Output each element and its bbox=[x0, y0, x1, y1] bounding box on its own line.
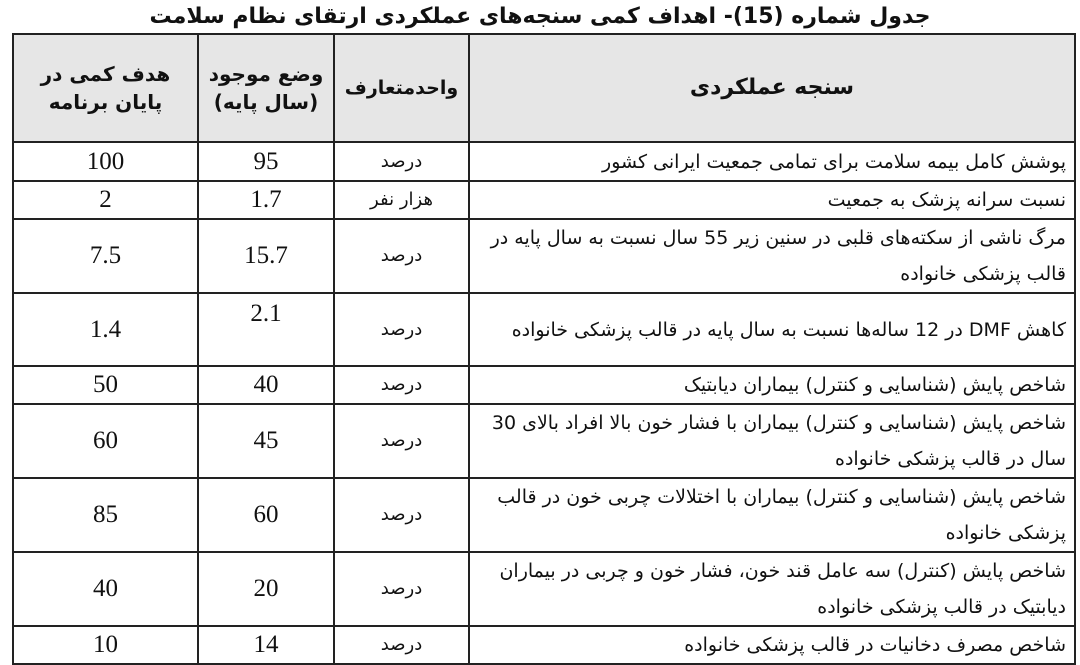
baseline-cell: 2.1 bbox=[198, 293, 334, 366]
table-row bbox=[13, 552, 1075, 626]
target-cell: 7.5 bbox=[13, 219, 198, 293]
table-row bbox=[13, 181, 1075, 219]
table-title: جدول شماره (15)- اهداف کمی سنجه‌های عملکردی ارتقای نظام سلامت bbox=[149, 4, 931, 29]
unit-cell: درصد bbox=[334, 478, 469, 552]
header-baseline: وضع موجود (سال پایه) bbox=[198, 34, 334, 142]
target-cell: 1.4 bbox=[13, 293, 198, 366]
performance-targets-table bbox=[12, 33, 1076, 665]
target-cell: 40 bbox=[13, 552, 198, 626]
metric-cell: پوشش کامل بیمه سلامت برای تمامی جمعیت ایرانی کشور bbox=[469, 142, 1075, 181]
target-cell: 85 bbox=[13, 478, 198, 552]
baseline-cell: 60 bbox=[198, 478, 334, 552]
table-row bbox=[13, 404, 1075, 478]
baseline-cell: 45 bbox=[198, 404, 334, 478]
table-row bbox=[13, 293, 1075, 366]
table-row bbox=[13, 478, 1075, 552]
target-cell: 50 bbox=[13, 366, 198, 404]
table-row bbox=[13, 366, 1075, 404]
unit-cell: درصد bbox=[334, 552, 469, 626]
unit-cell: درصد bbox=[334, 366, 469, 404]
target-cell: 100 bbox=[13, 142, 198, 181]
metric-cell: شاخص پایش (شناسایی و کنترل) بیماران با اختلالات چربی خون در قالب پزشکی خانواده bbox=[469, 478, 1075, 552]
unit-cell: درصد bbox=[334, 142, 469, 181]
baseline-cell: 15.7 bbox=[198, 219, 334, 293]
header-unit: واحدمتعارف bbox=[334, 34, 469, 142]
metric-cell: نسبت سرانه پزشک به جمعیت bbox=[469, 181, 1075, 219]
table-row bbox=[13, 219, 1075, 293]
unit-cell: درصد bbox=[334, 626, 469, 664]
header-target: هدف کمی در پایان برنامه bbox=[13, 34, 198, 142]
unit-cell: درصد bbox=[334, 219, 469, 293]
unit-cell: درصد bbox=[334, 293, 469, 366]
metric-cell: شاخص مصرف دخانیات در قالب پزشکی خانواده bbox=[469, 626, 1075, 664]
metric-cell: شاخص پایش (شناسایی و کنترل) بیماران با فشار خون بالا افراد بالای 30 سال در قالب پزشکی خانواده bbox=[469, 404, 1075, 478]
table-row bbox=[13, 142, 1075, 181]
target-cell: 60 bbox=[13, 404, 198, 478]
baseline-cell: 20 bbox=[198, 552, 334, 626]
table-header-row bbox=[13, 34, 1075, 142]
baseline-cell: 14 bbox=[198, 626, 334, 664]
baseline-cell: 1.7 bbox=[198, 181, 334, 219]
metric-cell: کاهش DMF در 12 ساله‌ها نسبت به سال پایه در قالب پزشکی خانواده bbox=[469, 293, 1075, 366]
target-cell: 2 bbox=[13, 181, 198, 219]
table-row bbox=[13, 626, 1075, 664]
baseline-cell: 40 bbox=[198, 366, 334, 404]
unit-cell: هزار نفر bbox=[334, 181, 469, 219]
header-metric: سنجه عملکردی bbox=[469, 34, 1075, 142]
target-cell: 10 bbox=[13, 626, 198, 664]
unit-cell: درصد bbox=[334, 404, 469, 478]
baseline-cell: 95 bbox=[198, 142, 334, 181]
metric-cell: مرگ ناشی از سکته‌های قلبی در سنین زیر 55 سال نسبت به سال پایه در قالب پزشکی خانواده bbox=[469, 219, 1075, 293]
metric-cell: شاخص پایش (شناسایی و کنترل) بیماران دیابتیک bbox=[469, 366, 1075, 404]
metric-cell: شاخص پایش (کنترل) سه عامل قند خون، فشار خون و چربی در بیماران دیابتیک در قالب پزشکی خانواده bbox=[469, 552, 1075, 626]
